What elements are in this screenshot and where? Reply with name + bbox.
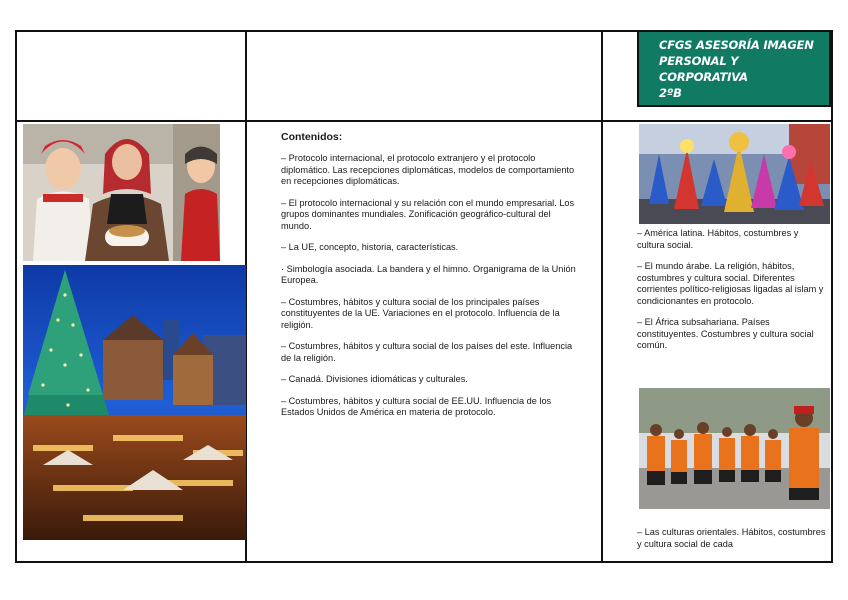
right-contents-bottom xyxy=(637,527,827,560)
right-contents-top xyxy=(637,228,827,362)
course-title-box xyxy=(637,30,831,107)
contents-item: – Costumbres, hábitos y cultura social de los países del este. Influencia de la religión. xyxy=(281,341,573,363)
carnival-parade-photo xyxy=(639,124,830,224)
drum-parade-photo xyxy=(639,388,830,509)
contents-column xyxy=(281,131,581,429)
contents-item: · Simbología asociada. La bandera y el himno. Organigrama de la Unión Europea. xyxy=(281,263,576,285)
course-title-line-3: 2ºB xyxy=(659,86,682,100)
course-title-line-1: CFGS ASESORÍA IMAGEN xyxy=(659,38,814,52)
header-divider xyxy=(15,120,833,122)
contents-item: – Costumbres, hábitos y cultura social de EE.UU. Influencia de los Estados Unidos de América en materia de protocolo. xyxy=(281,395,552,417)
contents-item: – El mundo árabe. La religión, hábitos, costumbres y cultura social. Diferentes corrientes político-religiosas ligadas al islam y condicionantes en protocolo. xyxy=(637,261,824,306)
contents-heading: Contenidos: xyxy=(281,131,343,143)
women-folk-costume-photo xyxy=(23,124,220,261)
contents-item: – Canadá. Divisiones idiomáticas y culturales. xyxy=(281,374,468,384)
contents-item: – Las culturas orientales. Hábitos, costumbres y cultura social de cada xyxy=(637,527,826,549)
contents-item: – Protocolo internacional, el protocolo extranjero y el protocolo diplomático. Las recepciones diplomáticas, modelos de comportamiento en recepciones diplomáticas. xyxy=(281,153,575,186)
christmas-market-photo xyxy=(23,265,246,540)
contents-item: – América latina. Hábitos, costumbres y cultura social. xyxy=(637,228,799,250)
course-title-line-2: PERSONAL Y CORPORATIVA xyxy=(659,54,748,84)
contents-item: – El África subsahariana. Países constituyentes. Costumbres y cultura social común. xyxy=(637,317,814,350)
column-divider-right xyxy=(601,30,603,563)
contents-item: – El protocolo internacional y su relación con el mundo empresarial. Los grupos dominantes mundiales. Zonificación geográfico-cultural del mundo. xyxy=(281,197,575,231)
contents-item: – La UE, concepto, historia, características. xyxy=(281,242,459,252)
contents-item: – Costumbres, hábitos y cultura social de los principales países constituyentes de la UE. Variaciones en el protocolo. Influencia de la religión. xyxy=(281,296,560,330)
